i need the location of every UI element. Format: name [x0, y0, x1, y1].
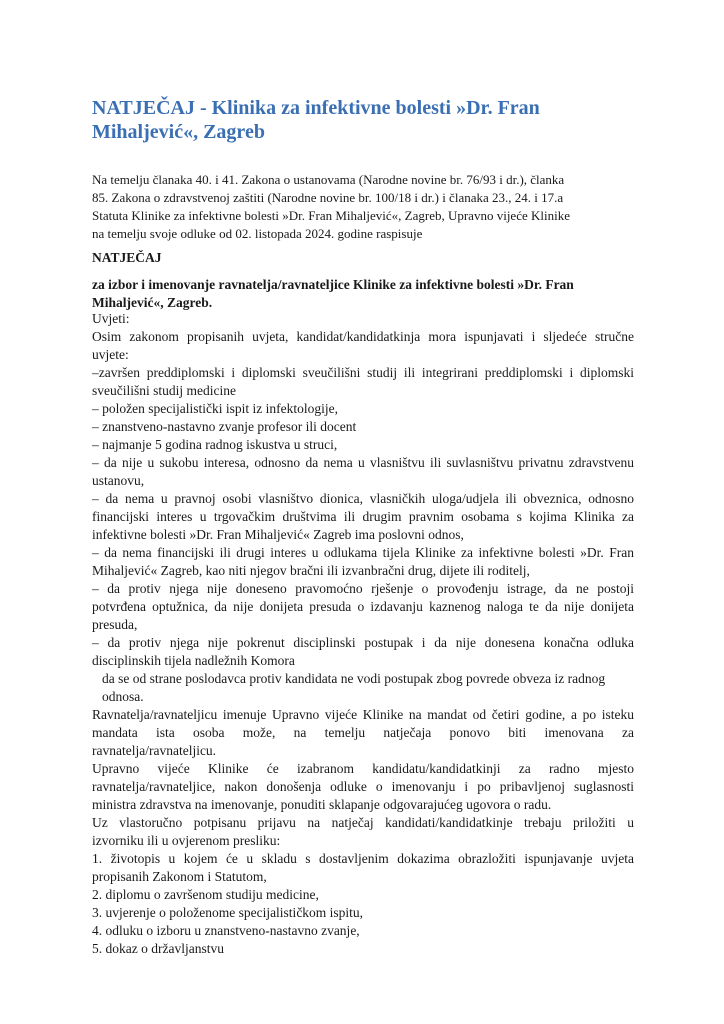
section-subheading: [92, 276, 632, 312]
body-line: ministra zdravstva na imenovanje, ponuditi sklapanje odgovarajućeg ugovora o radu.: [92, 797, 552, 812]
intro-line: na temelju svoje odluke od 02. listopada 2024. godine raspisuje: [92, 226, 423, 241]
body-line: infektivne bolesti »Dr. Fran Mihaljević« Zagreb ima poslovni odnos,: [92, 527, 464, 542]
body-line: – najmanje 5 godina radnog iskustva u struci,: [92, 437, 338, 452]
body-line: sveučilišni studij medicine: [92, 383, 236, 398]
body-line: ustanovu,: [92, 473, 145, 488]
subheading-line: za izbor i imenovanje ravnatelja/ravnateljice Klinike za infektivne bolesti »Dr. Fran: [92, 277, 574, 292]
body-line: – da protiv njega nije doneseno pravomoćno rješenje o provođenju istrage, da ne postoji: [92, 581, 634, 596]
subheading-line: Mihaljević«, Zagreb.: [92, 295, 213, 310]
title-line: Mihaljević«, Zagreb: [92, 121, 265, 143]
body-line: – znanstveno-nastavno zvanje profesor ili docent: [92, 419, 357, 434]
body-line: izvorniku ili u ovjerenom presliku:: [92, 833, 281, 848]
intro-line: Na temelju članaka 40. i 41. Zakona o ustanovama (Narodne novine br. 76/93 i dr.), članka: [92, 172, 565, 187]
body-line: financijski interes u trgovačkim društvima ili drugim pravnim osobama s kojima Klinika za: [92, 509, 634, 524]
body-line: 3. uvjerenje o položenome specijalističkom ispitu,: [92, 905, 364, 920]
body-line: disciplinskih tijela nadležnih Komora: [92, 653, 295, 668]
document-body: [92, 310, 634, 958]
body-line: Ravnatelja/ravnateljicu imenuje Upravno vijeće Klinike na mandat od četiri godine, a po isteku: [92, 707, 634, 722]
body-line: – da protiv njega nije pokrenut disciplinski postupak i da nije donesena konačna odluka: [92, 635, 634, 650]
body-line: – da nije u sukobu interesa, odnosno da nema u vlasništvu ili suvlasništvu privatnu zdravstvenu: [92, 455, 634, 470]
body-line: 2. diplomu o završenom studiju medicine,: [92, 887, 319, 902]
intro-line: 85. Zakona o zdravstvenoj zaštiti (Narodne novine br. 100/18 i dr.) i članaka 23., 24. i 17.a: [92, 190, 564, 205]
body-line: 4. odluku o izboru u znanstveno-nastavno zvanje,: [92, 923, 360, 938]
body-line: presuda,: [92, 617, 138, 632]
body-line: 5. dokaz o državljanstvu: [92, 941, 224, 956]
body-line: – da nema financijski ili drugi interes u odlukama tijela Klinike za infektivne bolesti »Dr. Fran: [92, 545, 634, 560]
body-line: 1. životopis u kojem će u skladu s dostavljenim dokazima obrazložiti ispunjavanje uvjeta: [92, 851, 634, 866]
body-line: uvjete:: [92, 347, 129, 362]
body-line: mandata ista osoba može, na temelju natječaja ponovo biti imenovana za: [92, 725, 634, 740]
intro-paragraph: [92, 171, 652, 243]
body-line: Mihaljević« Zagreb, kao niti njegov bračni ili izvanbračni drug, dijete ili roditelj,: [92, 563, 530, 578]
body-line: – da nema u pravnoj osobi vlasništvo dionica, vlasničkih uloga/udjela ili obveznica, odnosno: [92, 491, 634, 506]
body-line: Uvjeti:: [92, 311, 130, 326]
body-line: – položen specijalistički ispit iz infektologije,: [92, 401, 338, 416]
body-line: propisanih Zakonom i Statutom,: [92, 869, 267, 884]
body-line: –završen preddiplomski i diplomski sveučilišni studij ili integrirani preddiplomski i diplomski: [92, 365, 634, 380]
body-line: ravnatelja/ravnateljice, nakon donošenja odluke o imenovanju i po pribavljenoj suglasnosti: [92, 779, 634, 794]
body-line: potvrđena optužnica, da nije donijeta presuda o izdavanju kaznenog naloga te da nije donijeta: [92, 599, 634, 614]
body-line: Uz vlastoručno potpisanu prijavu na natječaj kandidati/kandidatkinje trebaju priložiti u: [92, 815, 634, 830]
body-line: da se od strane poslodavca protiv kandidata ne vodi postupak zbog povrede obveza iz radnog: [102, 671, 606, 686]
body-line: odnosa.: [102, 689, 144, 704]
intro-line: Statuta Klinike za infektivne bolesti »Dr. Fran Mihaljević«, Zagreb, Upravno vijeće Klinike: [92, 208, 570, 223]
document-title: [92, 96, 612, 144]
body-line: Osim zakonom propisanih uvjeta, kandidat/kandidatkinja mora ispunjavati i sljedeće stručne: [92, 329, 634, 344]
section-heading: NATJEČAJ: [92, 250, 162, 265]
body-line: ravnatelja/ravnateljicu.: [92, 743, 217, 758]
body-line: Upravno vijeće Klinike će izabranom kandidatu/kandidatkinji za radno mjesto: [92, 761, 634, 776]
title-line: NATJEČAJ - Klinika za infektivne bolesti »Dr. Fran: [92, 97, 540, 119]
